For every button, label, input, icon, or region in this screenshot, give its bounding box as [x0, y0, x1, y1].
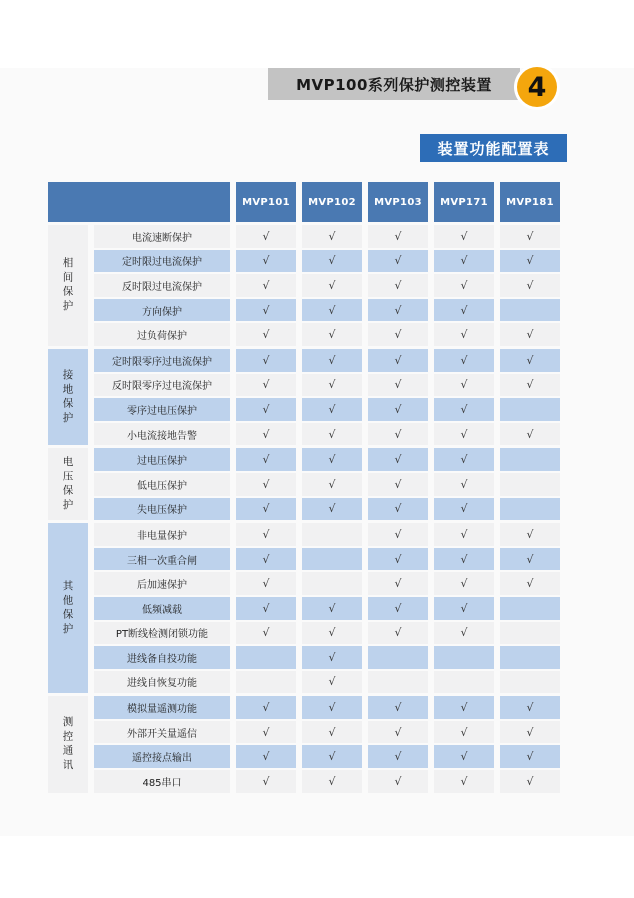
- check-cell: √: [236, 274, 296, 297]
- check-cell: √: [500, 374, 560, 397]
- function-name-cell: 电流速断保护: [94, 225, 230, 248]
- check-cell: √: [368, 473, 428, 496]
- check-cell: √: [434, 299, 494, 322]
- check-cell: √: [302, 323, 362, 346]
- check-cell: [368, 671, 428, 694]
- group-section: [48, 696, 560, 792]
- check-cell: √: [434, 597, 494, 620]
- check-cell: [500, 671, 560, 694]
- check-cell: √: [236, 572, 296, 595]
- check-cell: √: [302, 721, 362, 744]
- check-cell: √: [500, 548, 560, 571]
- check-cell: √: [236, 323, 296, 346]
- check-cell: √: [302, 299, 362, 322]
- function-name-cell: 低频减载: [94, 597, 230, 620]
- column-header-text: MVP102: [308, 196, 356, 208]
- check-cell: [368, 646, 428, 669]
- check-cell: √: [500, 721, 560, 744]
- check-cell: √: [302, 745, 362, 768]
- check-cell: √: [302, 770, 362, 793]
- function-name-cell: 小电流接地告警: [94, 423, 230, 446]
- check-cell: √: [302, 646, 362, 669]
- check-cell: [500, 473, 560, 496]
- table-header-row: [48, 182, 560, 222]
- function-name-cell: 非电量保护: [94, 523, 230, 546]
- check-cell: √: [368, 622, 428, 645]
- check-cell: √: [302, 274, 362, 297]
- function-name-cell: 外部开关量遥信: [94, 721, 230, 744]
- check-cell: √: [302, 374, 362, 397]
- function-name-cell: 零序过电压保护: [94, 398, 230, 421]
- check-cell: √: [368, 225, 428, 248]
- group-section: [48, 349, 560, 445]
- section-title-label: [420, 134, 567, 162]
- check-cell: √: [302, 597, 362, 620]
- check-cell: [302, 572, 362, 595]
- check-cell: √: [500, 349, 560, 372]
- check-cell: √: [500, 423, 560, 446]
- page-number: 4: [527, 71, 547, 103]
- column-header-text: MVP171: [440, 196, 488, 208]
- check-cell: √: [434, 423, 494, 446]
- check-cell: [500, 299, 560, 322]
- check-cell: √: [236, 498, 296, 521]
- check-cell: √: [500, 274, 560, 297]
- check-cell: [500, 597, 560, 620]
- check-cell: √: [434, 622, 494, 645]
- check-cell: √: [500, 770, 560, 793]
- chapter-title: MVP100系列保护测控装置: [296, 75, 492, 94]
- check-cell: √: [500, 745, 560, 768]
- check-cell: √: [434, 572, 494, 595]
- check-cell: √: [236, 349, 296, 372]
- check-cell: [500, 498, 560, 521]
- check-cell: √: [236, 374, 296, 397]
- check-cell: √: [500, 250, 560, 273]
- check-cell: [500, 646, 560, 669]
- check-cell: [434, 671, 494, 694]
- check-cell: √: [236, 299, 296, 322]
- check-cell: √: [434, 770, 494, 793]
- check-cell: √: [368, 548, 428, 571]
- column-header-text: MVP181: [506, 196, 554, 208]
- check-cell: [500, 448, 560, 471]
- check-cell: √: [368, 250, 428, 273]
- column-header-cell: [500, 182, 560, 222]
- function-name-cell: PT断线检测闭锁功能: [94, 622, 230, 645]
- check-cell: [434, 646, 494, 669]
- check-cell: √: [368, 597, 428, 620]
- function-name-cell: 三相一次重合闸: [94, 548, 230, 571]
- check-cell: √: [368, 696, 428, 719]
- check-cell: √: [368, 448, 428, 471]
- function-name-cell: 模拟量遥测功能: [94, 696, 230, 719]
- group-label-cell: 相间保护: [48, 225, 88, 346]
- group-section: [48, 225, 560, 346]
- check-cell: √: [368, 323, 428, 346]
- column-header-cell: [236, 182, 296, 222]
- check-cell: √: [302, 622, 362, 645]
- function-name-cell: 反时限过电流保护: [94, 274, 230, 297]
- function-name-cell: 485串口: [94, 770, 230, 793]
- check-cell: √: [236, 225, 296, 248]
- check-cell: √: [434, 696, 494, 719]
- check-cell: √: [434, 250, 494, 273]
- check-cell: √: [302, 225, 362, 248]
- check-cell: √: [236, 398, 296, 421]
- check-cell: √: [434, 374, 494, 397]
- check-cell: √: [434, 349, 494, 372]
- check-cell: √: [236, 770, 296, 793]
- check-cell: √: [434, 323, 494, 346]
- check-cell: [500, 398, 560, 421]
- check-cell: √: [368, 745, 428, 768]
- function-name-cell: 进线自恢复功能: [94, 671, 230, 694]
- check-cell: √: [434, 745, 494, 768]
- check-cell: √: [302, 696, 362, 719]
- column-header-text: MVP103: [374, 196, 422, 208]
- check-cell: √: [302, 250, 362, 273]
- check-cell: [500, 622, 560, 645]
- check-cell: √: [434, 523, 494, 546]
- check-cell: √: [434, 225, 494, 248]
- group-label-cell: 电压保护: [48, 448, 88, 520]
- function-name-cell: 低电压保护: [94, 473, 230, 496]
- check-cell: √: [236, 721, 296, 744]
- function-name-cell: 反时限零序过电流保护: [94, 374, 230, 397]
- function-name-cell: 过电压保护: [94, 448, 230, 471]
- function-name-cell: 定时限零序过电流保护: [94, 349, 230, 372]
- check-cell: √: [368, 349, 428, 372]
- check-cell: √: [236, 423, 296, 446]
- check-cell: √: [236, 250, 296, 273]
- check-cell: [236, 646, 296, 669]
- function-name-cell: 方向保护: [94, 299, 230, 322]
- function-name-cell: 失电压保护: [94, 498, 230, 521]
- check-cell: √: [368, 299, 428, 322]
- check-cell: √: [368, 498, 428, 521]
- check-cell: √: [236, 597, 296, 620]
- check-cell: [302, 523, 362, 546]
- check-cell: √: [236, 745, 296, 768]
- check-cell: √: [368, 398, 428, 421]
- check-cell: √: [368, 374, 428, 397]
- check-cell: √: [302, 473, 362, 496]
- function-table: [48, 182, 560, 796]
- check-cell: √: [302, 498, 362, 521]
- check-cell: √: [434, 548, 494, 571]
- function-name-cell: 进线备自投功能: [94, 646, 230, 669]
- check-cell: √: [500, 696, 560, 719]
- check-cell: √: [434, 498, 494, 521]
- column-header-cell: [434, 182, 494, 222]
- group-label-cell: 接地保护: [48, 349, 88, 445]
- check-cell: √: [434, 473, 494, 496]
- column-header-cell: [302, 182, 362, 222]
- check-cell: [236, 671, 296, 694]
- check-cell: √: [434, 721, 494, 744]
- function-name-cell: 过负荷保护: [94, 323, 230, 346]
- check-cell: [302, 548, 362, 571]
- function-name-cell: 后加速保护: [94, 572, 230, 595]
- page-number-badge: [517, 67, 557, 107]
- check-cell: √: [236, 622, 296, 645]
- check-cell: √: [236, 473, 296, 496]
- check-cell: √: [236, 448, 296, 471]
- check-cell: √: [368, 770, 428, 793]
- check-cell: √: [500, 225, 560, 248]
- check-cell: √: [368, 572, 428, 595]
- check-cell: √: [368, 274, 428, 297]
- function-name-cell: 定时限过电流保护: [94, 250, 230, 273]
- check-cell: √: [302, 423, 362, 446]
- check-cell: √: [500, 323, 560, 346]
- check-cell: √: [236, 523, 296, 546]
- group-label-cell: 其他保护: [48, 523, 88, 693]
- table-corner-cell: [48, 182, 230, 222]
- section-title-text: 装置功能配置表: [437, 139, 550, 158]
- check-cell: √: [236, 696, 296, 719]
- check-cell: √: [500, 572, 560, 595]
- check-cell: √: [236, 548, 296, 571]
- check-cell: √: [302, 349, 362, 372]
- check-cell: √: [302, 398, 362, 421]
- check-cell: √: [368, 721, 428, 744]
- function-name-cell: 遥控接点输出: [94, 745, 230, 768]
- check-cell: √: [302, 671, 362, 694]
- column-header-cell: [368, 182, 428, 222]
- group-section: [48, 448, 560, 520]
- check-cell: √: [368, 423, 428, 446]
- check-cell: √: [434, 448, 494, 471]
- group-label-cell: 测控通讯: [48, 696, 88, 792]
- check-cell: √: [500, 523, 560, 546]
- group-section: [48, 523, 560, 693]
- check-cell: √: [434, 398, 494, 421]
- chapter-header-bar: [268, 68, 520, 100]
- check-cell: √: [302, 448, 362, 471]
- check-cell: √: [368, 523, 428, 546]
- column-header-text: MVP101: [242, 196, 290, 208]
- check-cell: √: [434, 274, 494, 297]
